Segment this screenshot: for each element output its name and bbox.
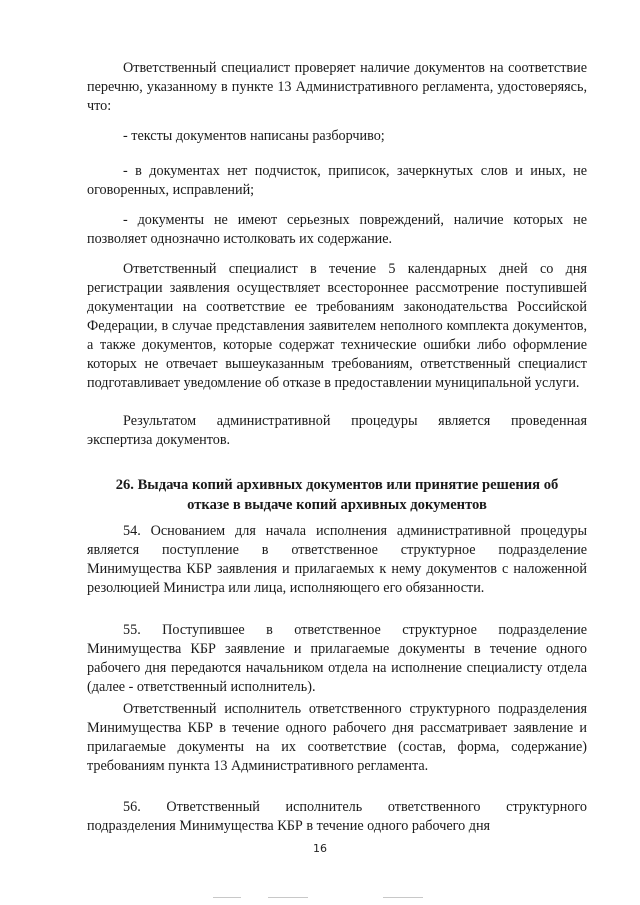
section-heading-line-1: 26. Выдача копий архивных документов или принятие решения об (115, 477, 559, 493)
section-heading-line-2: отказе в выдаче копий архивных документов (187, 497, 487, 513)
paragraph-review: Ответственный специалист в течение 5 календарных дней со дня регистрации заявления осуществляет всестороннее рассмотрение поступившей документации на соответствие ее требованиям законодательства Российской Федерации, в случае представления заявителем неполного комплекта документов, а также документов, которые содержат технические ошибки либо оформление которых не отвечает вышеуказанным требованиям, ответственный специалист подготавливает уведомление об отказе в предоставлении муниципальной услуги. (87, 261, 587, 391)
list-item-legible: - тексты документов написаны разборчиво; (123, 128, 385, 144)
paragraph-55: 55. Поступившее в ответственное структурное подразделение Минимущества КБР заявление и прилагаемые документы в течение одного рабочего дня передаются начальником отдела на исполнение специалисту отдела (далее - ответственный исполнитель). (87, 622, 587, 695)
paragraph-verification-intro: Ответственный специалист проверяет наличие документов на соответствие перечню, указанному в пункте 13 Административного регламента, удостоверяясь, что: (87, 60, 587, 114)
paragraph-result: Результатом административной процедуры является проведенная экспертиза документов. (87, 413, 587, 448)
list-item-no-damage: - документы не имеют серьезных повреждений, наличие которых не позволяет однозначно истолковать их содержание. (87, 212, 587, 247)
paragraph-54: 54. Основанием для начала исполнения административной процедуры является поступление в ответственное структурное подразделение Минимущества КБР заявления и прилагаемых к нему документов с наложенной резолюцией Министра или лица, исполняющего его обязанности. (87, 523, 587, 596)
scan-artifact-line (383, 897, 423, 898)
paragraph-55-continued: Ответственный исполнитель ответственного структурного подразделения Минимущества КБР в течение одного рабочего дня рассматривает заявление и прилагаемые документы на их соответствие (состав, форма, содержание) требованиям пункта 13 Административного регламента. (87, 701, 587, 774)
paragraph-56: 56. Ответственный исполнитель ответственного структурного подразделения Минимущества КБР в течение одного рабочего дня (87, 799, 587, 834)
page-number: 16 (313, 842, 327, 855)
scan-artifact-line (213, 897, 241, 898)
scan-artifact-line (268, 897, 308, 898)
list-item-no-erasures: - в документах нет подчисток, приписок, зачеркнутых слов и иных, не оговоренных, исправлений; (87, 163, 587, 198)
